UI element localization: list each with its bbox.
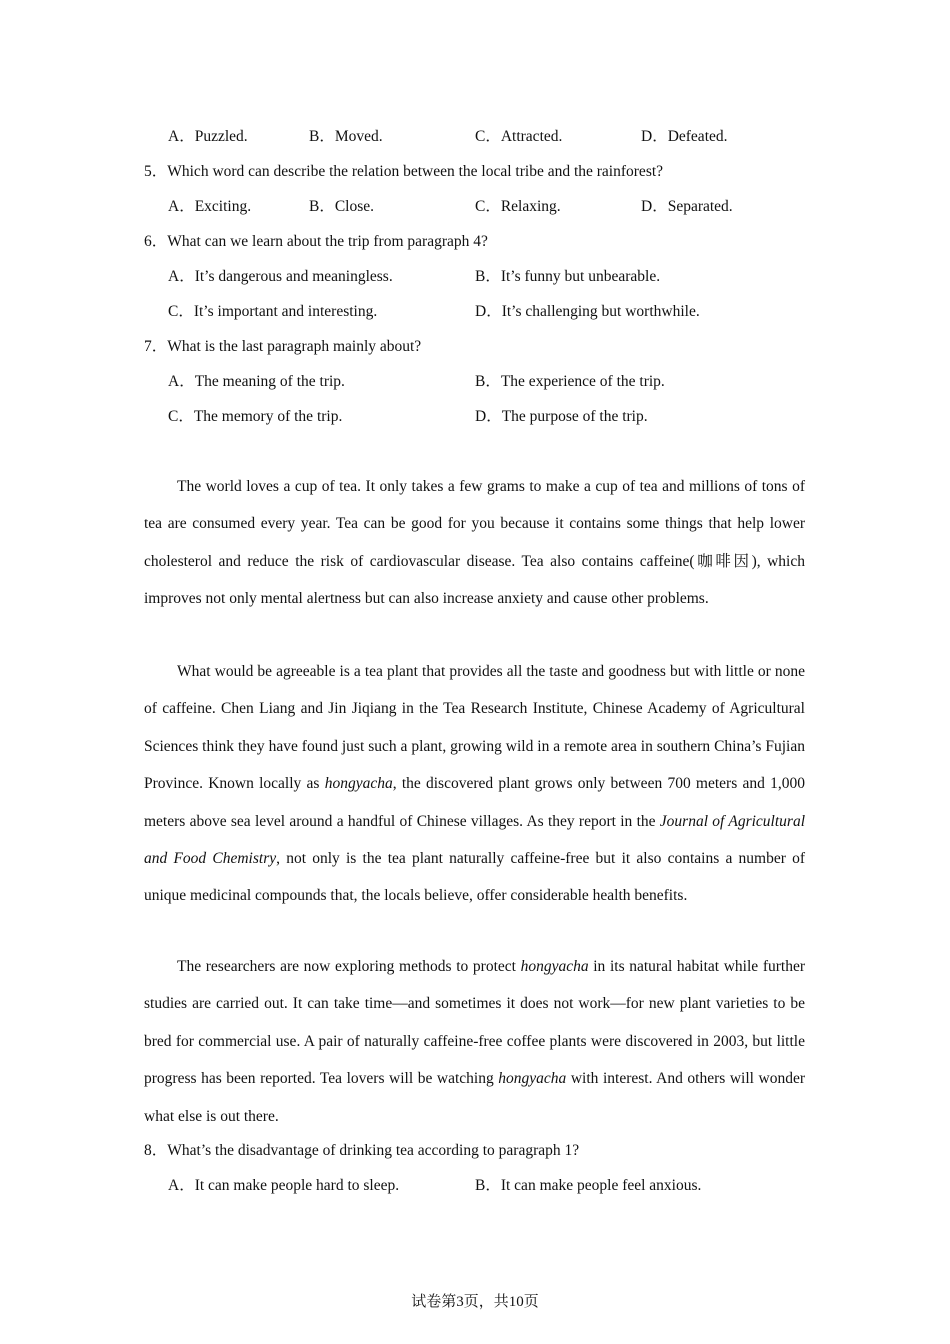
paragraph-1-text: The world loves a cup of tea. It only takes a few grams to make a cup of tea and millions of tons of tea are consumed every year. Tea can be good for you because it contains some things that help lower cholesterol and reduce the risk of cardiovascular disease. Tea also contains caffeine(咖啡因), which improves not only mental alertness but can also increase anxiety and cause other problems. (144, 478, 805, 608)
q6-option-d: D．It’s challenging but worthwhile. (475, 303, 700, 320)
paragraph-2-italic-journal: Journal of Agricultural and Food Chemistry (144, 812, 806, 868)
q7-option-b: B．The experience of the trip. (475, 373, 665, 390)
q4-option-c: C．Attracted. (475, 128, 563, 145)
q5-option-c: C．Relaxing. (475, 198, 561, 215)
paragraph-3-text-a: The researchers are now exploring methods to protect (177, 958, 521, 975)
q8-stem: 8．What’s the disadvantage of drinking tea according to paragraph 1? (144, 1142, 580, 1159)
passage-paragraph-1 (144, 468, 805, 618)
paragraph-3-italic-hongyacha-2: hongyacha (498, 1070, 567, 1088)
q5-option-b: B．Close. (309, 198, 375, 215)
paragraph-2-text-a: What would be agreeable is a tea plant that provides all the taste and goodness but with little or none of caffeine. Chen Liang and Jin Jiqiang in the Tea Research Institute, Chinese Academy of Agricultural Sciences think they have found just such a plant, growing wild in a remote area in southern China’s Fujian Province. Known locally as (144, 663, 805, 793)
q7-stem: 7．What is the last paragraph mainly about? (144, 338, 422, 355)
q5-option-d: D．Separated. (641, 198, 733, 215)
q6-option-c: C．It’s important and interesting. (168, 303, 378, 320)
q4-option-a: A．Puzzled. (168, 128, 248, 145)
q7-option-d: D．The purpose of the trip. (475, 408, 648, 425)
paragraph-3-text-e: with interest. And others will wonder what else is out there. (144, 1070, 805, 1125)
q7-option-a: A．The meaning of the trip. (168, 373, 345, 390)
paragraph-2-text-c: , the discovered plant grows only between 700 meters and 1,000 meters above sea level around a handful of Chinese villages. As they report in the (144, 775, 805, 830)
q5-stem: 5．Which word can describe the relation between the local tribe and the rainforest? (144, 163, 664, 180)
q4-option-d: D．Defeated. (641, 128, 728, 145)
paragraph-2-italic-hongyacha: hongyacha (324, 775, 393, 793)
passage-paragraph-2 (144, 653, 805, 915)
paragraph-3-italic-hongyacha-1: hongyacha (520, 958, 589, 975)
q6-option-a: A．It’s dangerous and meaningless. (168, 268, 393, 285)
q8-option-b: B．It can make people feel anxious. (475, 1177, 702, 1194)
q5-option-a: A．Exciting. (168, 198, 252, 215)
q7-option-c: C．The memory of the trip. (168, 408, 343, 425)
q6-option-b: B．It’s funny but unbearable. (475, 268, 661, 285)
q8-option-a: A．It can make people hard to sleep. (168, 1177, 400, 1194)
passage-paragraph-3 (144, 948, 805, 1135)
paragraph-2-text-e: , not only is the tea plant naturally caffeine-free but it also contains a number of unique medicinal compounds that, the locals believe, offer considerable health benefits. (144, 850, 806, 905)
page-footer: 试卷第3页，共10页 (411, 1294, 539, 1310)
paragraph-3-text-c: in its natural habitat while further studies are carried out. It can take time—and sometimes it does not work—for new plant varieties to be bred for commercial use. A pair of naturally caffeine-free coffee plants were discovered in 2003, but little progress has been reported. Tea lovers will be watching (144, 958, 805, 1088)
q6-stem: 6．What can we learn about the trip from paragraph 4? (144, 233, 488, 250)
q4-option-b: B．Moved. (309, 128, 383, 145)
